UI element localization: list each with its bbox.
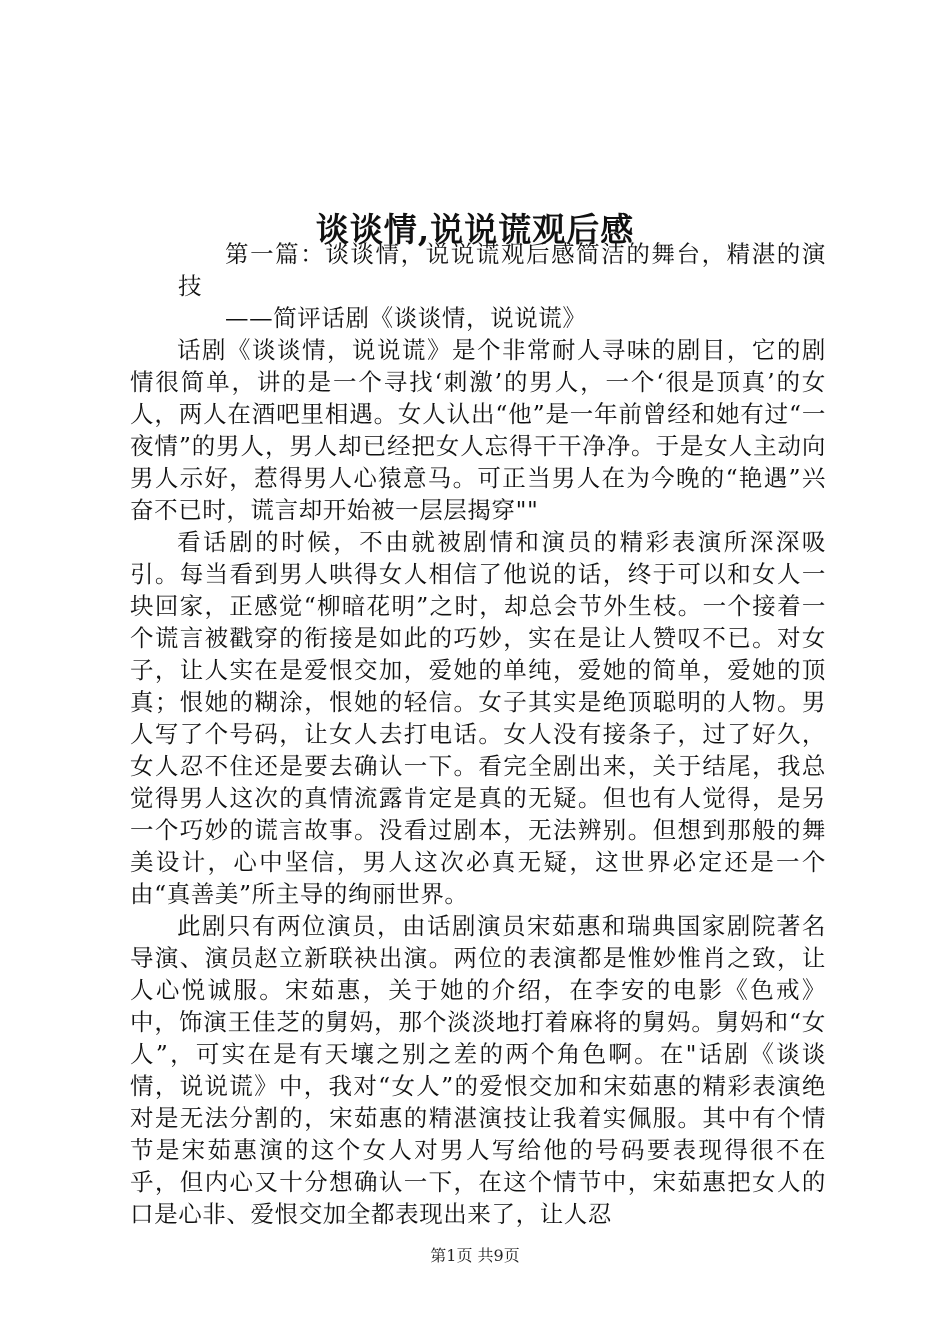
subtitle-line-2: ——简评话剧《谈谈情，说说谎》 xyxy=(225,304,587,332)
body-paragraph-2: 看话剧的时候，不由就被剧情和演员的精彩表演所深深吸引。每当看到男人哄得女人相信了他说的话，终于可以和女人一块回家，正感觉“柳暗花明”之时，却总会节外生枝。一个接着一个谎言被戳穿的衔接是如此的巧妙，实在是让人赞叹不已。对女子，让人实在是爱恨交加，爱她的单纯，爱她的简单，爱她的顶真；恨她的糊涂，恨她的轻信。女子其实是绝顶聪明的人物。男人写了个号码，让女人去打电话。女人没有接条子，过了好久，女人忍不住还是要去确认一下。看完全剧出来，关于结尾，我总觉得男人这次的真情流露肯定是真的无疑。但也有人觉得，是另一个巧妙的谎言故事。没看过剧本，无法辨别。但想到那般的舞美设计，心中坚信，男人这次必真无疑，这世界必定还是一个由“真善美”所主导的绚丽世界。 xyxy=(130,528,826,908)
document-body xyxy=(130,238,826,1230)
subtitle-line-1: 第一篇：谈谈情，说说谎观后感简洁的舞台，精湛的演技 xyxy=(178,240,826,300)
page-footer: 第1页 共9页 xyxy=(430,1246,520,1265)
document-title: 谈谈情,说说谎观后感 xyxy=(315,210,635,250)
body-paragraph-1: 话剧《谈谈情，说说谎》是个非常耐人寻味的剧目，它的剧情很简单，讲的是一个寻找‘刺激’的男人，一个‘很是顶真’的女人，两人在酒吧里相遇。女人认出“他”是一年前曾经和她有过“一夜情”的男人，男人却已经把女人忘得干干净净。于是女人主动向男人示好，惹得男人心猿意马。可正当男人在为今晚的“艳遇”兴奋不已时，谎言却开始被一层层揭穿"" xyxy=(130,336,826,524)
body-paragraph-3: 此剧只有两位演员，由话剧演员宋茹惠和瑞典国家剧院著名导演、演员赵立新联袂出演。两位的表演都是惟妙惟肖之致，让人心悦诚服。宋茹惠，关于她的介绍，在李安的电影《色戒》中，饰演王佳芝的舅妈，那个淡淡地打着麻将的舅妈。舅妈和“女人”，可实在是有天壤之别之差的两个角色啊。在"话剧《谈谈情，说说谎》中，我对“女人”的爱恨交加和宋茹惠的精彩表演绝对是无法分割的，宋茹惠的精湛演技让我着实佩服。其中有个情节是宋茹惠演的这个女人对男人写给他的号码要表现得很不在乎，但内心又十分想确认一下，在这个情节中，宋茹惠把女人的口是心非、爱恨交加全都表现出来了，让人忍 xyxy=(130,912,826,1228)
